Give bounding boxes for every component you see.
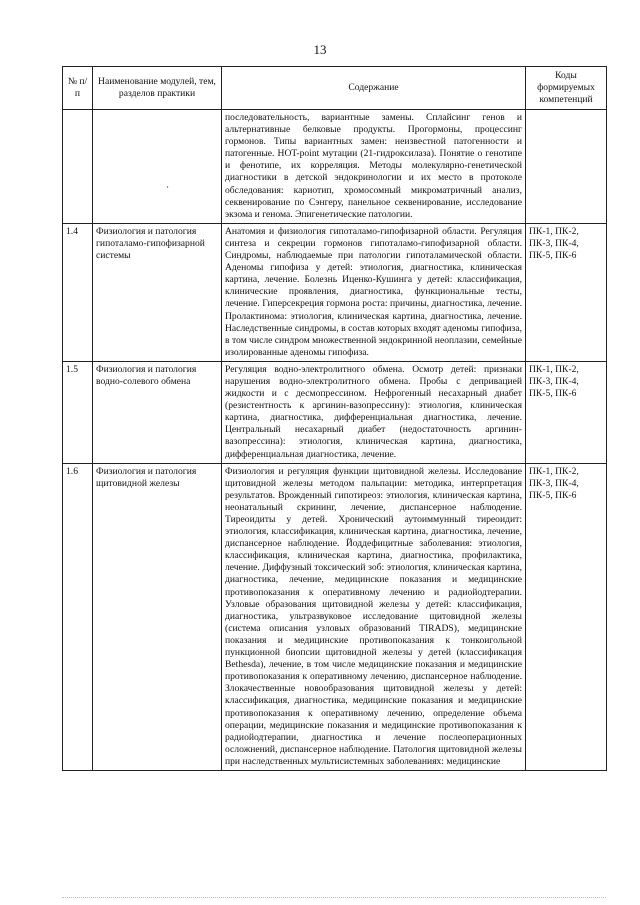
cell-codes — [526, 110, 607, 224]
table-row — [63, 463, 607, 770]
header-num: № п/п — [63, 67, 93, 110]
header-name: Наименование модулей, тем, разделов практики — [93, 67, 222, 110]
cell-codes: ПК-1, ПК-2, ПК-3, ПК-4, ПК-5, ПК-6 — [526, 361, 607, 463]
cell-codes: ПК-1, ПК-2, ПК-3, ПК-4, ПК-5, ПК-6 — [526, 223, 607, 361]
cell-name: Физиология и патология гипоталамо-гипофизарной системы — [93, 223, 222, 361]
cell-content: Физиология и регуляция функции щитовидной железы. Исследование щитовидной железы методом пальпации: методика, интерпретация результатов. Врожденный гипотиреоз: этиология, клиническая картина, неонатальный скрининг, лечение, диспансерное наблюдение. Тиреоидиты у детей. Хронический аутоиммунный тиреоидит: этиология, классификация, клиническая картина, диагностика, лечение, диспансерное наблюдение. Йоддефицитные заболевания: этиология, классификация, клиническая картина, диагностика, профилактика, лечение. Диффузный токсический зоб: этиология, клиническая картина, диагностика, лечение, медицинские показания и медицинские противопоказания к оперативному лечению и радиойодтерапии. Узловые образования щитовидной железы у детей: классификация, диагностика, ультразвуковое исследование щитовидной железы (система описания узловых образований TIRADS), медицинские показания и медицинские противопоказания к тонкоигольной пункционной биопсии щитовидной железы у детей (классификация Bethesda), лечение, в том числе медицинские показания и медицинские противопоказания к оперативному лечению, диспансерное наблюдение. Злокачественные новообразования щитовидной железы у детей: классификация, диагностика, медицинские показания и медицинские противопоказания к оперативному лечению, определение объема операции, медицинские показания и медицинские противопоказания к радиойодтерапии, диагностика и лечение послеоперационных осложнений, диспансерное наблюдение. Патология щитовидной железы при наследственных мультисистемных заболеваниях: медицинские — [222, 463, 526, 770]
table-row — [63, 223, 607, 361]
cell-num: 1.4 — [63, 223, 93, 361]
table-row-continuation — [63, 110, 607, 224]
cell-name: Физиология и патология водно-солевого обмена — [93, 361, 222, 463]
table-row — [63, 361, 607, 463]
cell-num: 1.6 — [63, 463, 93, 770]
header-content: Содержание — [222, 67, 526, 110]
header-codes: Коды формируемых компетенций — [526, 67, 607, 110]
curriculum-table — [62, 66, 607, 771]
page-number: 13 — [313, 42, 327, 57]
table-header-row — [63, 67, 607, 110]
cell-num — [63, 110, 93, 224]
cell-content: Регуляция водно-электролитного обмена. Осмотр детей: признаки нарушения водно-электролитного обмена. Пробы с депривацией жидкости и с десмопрессином. Нефрогенный несахарный диабет (резистентность к аргинин-вазопрессину): этиология, клиническая картина, диагностика, дифференциальная диагностика, лечение. Центральный несахарный диабет (недостаточность аргинин-вазопрессина): этиология, клиническая картина, диагностика, дифференциальная диагностика, лечение. — [222, 361, 526, 463]
scan-edge-line — [62, 897, 606, 898]
cell-name: Физиология и патология щитовидной железы — [93, 463, 222, 770]
cell-name — [93, 110, 222, 224]
cell-content: Анатомия и физиология гипоталамо-гипофизарной области. Регуляция синтеза и секреции гормонов гипоталамо-гипофизарной области. Синдромы, наблюдаемые при патологии гипоталамической области. Аденомы гипофиза у детей: этиология, диагностика, клиническая картина, лечение. Болезнь Иценко-Кушинга у детей: классификация, клинические проявления, диагностика, функциональные тесты, лечение. Гиперсекреция гормона роста: причины, диагностика, лечение. Пролактинома: этиология, клиническая картина, диагностика, лечение. Наследственные синдромы, в состав которых входят аденомы гипофиза, в том числе синдром множественной эндокринной неоплазии, семейные изолированные аденомы гипофиза. — [222, 223, 526, 361]
cell-num: 1.5 — [63, 361, 93, 463]
stray-mark: · — [166, 182, 170, 193]
cell-codes: ПК-1, ПК-2, ПК-3, ПК-4, ПК-5, ПК-6 — [526, 463, 607, 770]
cell-content: последовательность, вариантные замены. Сплайсинг генов и альтернативные белковые продукты. Прогормоны, процессинг гормонов. Типы вариантных замен: неизвестной патогенности и патогенные. HOT-point мутации (21-гидроксилаза). Понятие о генотипе и фенотипе, их корреляция. Методы молекулярно-генетической диагностики в детской эндокринологии и их место в протоколе обследования: кариотип, хромосомный микроматричный анализ, секвенирование по Сэнгеру, панельное секвенирование, исследование экзома и генома. Эпигенетические патологии. — [222, 110, 526, 224]
